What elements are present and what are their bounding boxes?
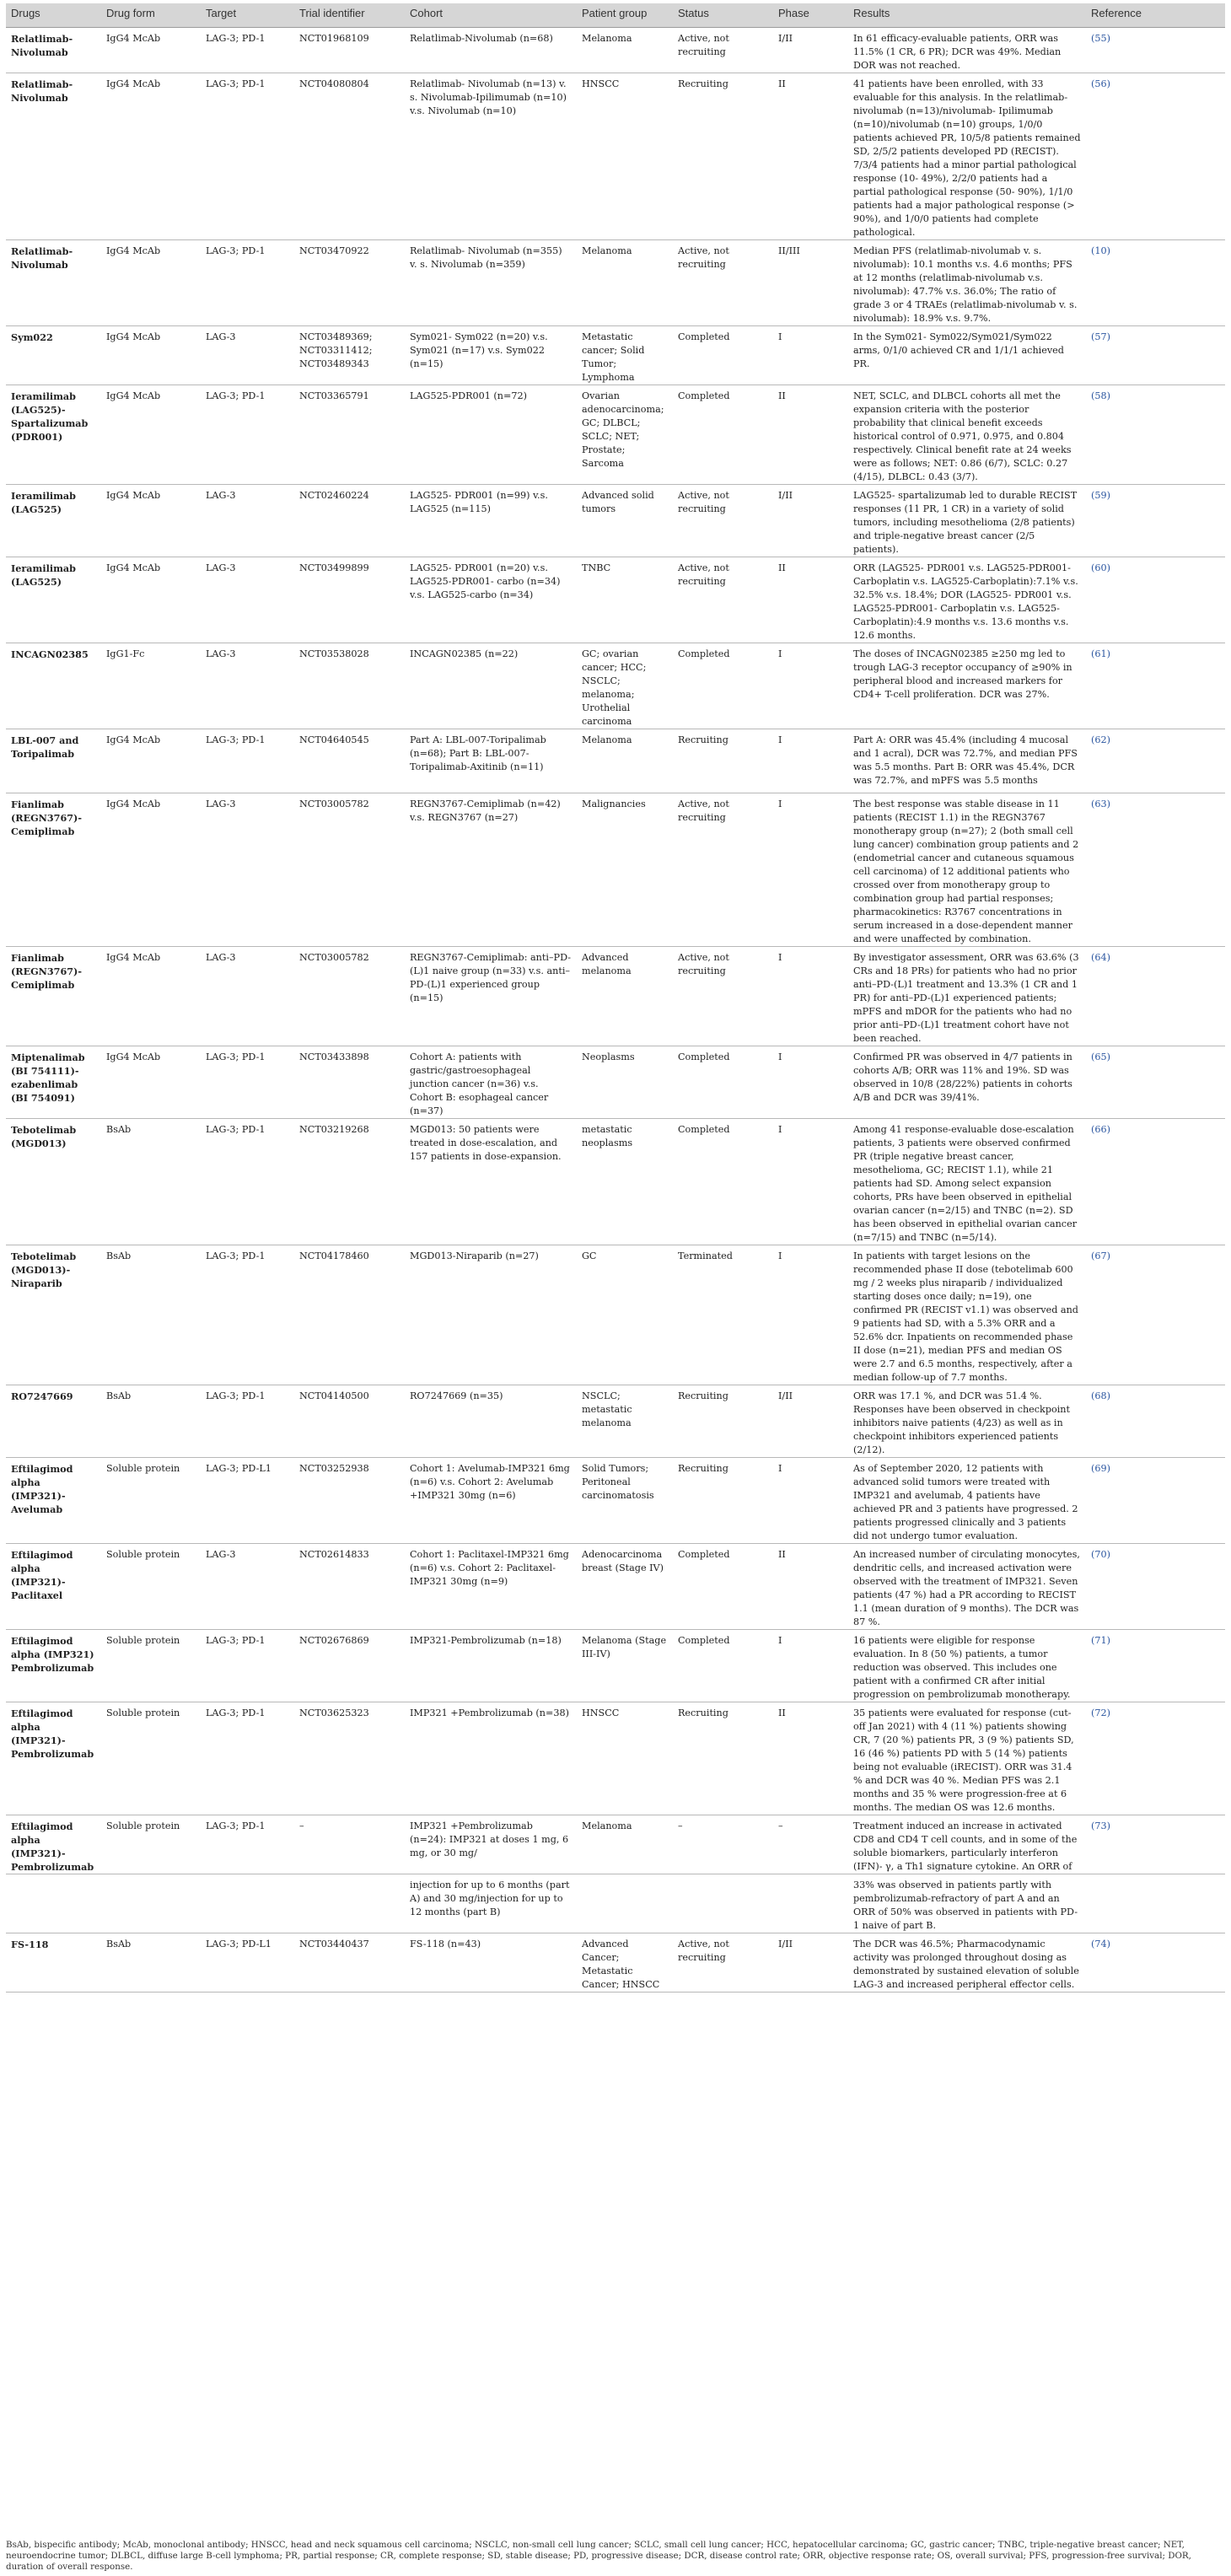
cohort-cell: Part A: LBL-007-Toripalimab (n=68); Part B: LBL-007-Toripalimab-Axitinib (n=11) [405, 729, 577, 793]
reference-link[interactable]: (70) [1086, 1544, 1225, 1630]
cohort-cell: MGD013-Niraparib (n=27) [405, 1245, 577, 1385]
drug-form-cell: IgG4 McAb [101, 729, 201, 793]
results-cell: Confirmed PR was observed in 4/7 patients in cohorts A/B; ORR was 11% and 19%. SD was observed in 10/8 (28/22%) patients in cohorts A/B and DCR was 39/41%. [848, 1046, 1086, 1119]
drug-cell: Eftilagimod alpha (IMP321)-Avelumab [6, 1458, 101, 1544]
drug-form-cell: IgG4 McAb [101, 326, 201, 385]
drug-form-cell: Soluble protein [101, 1630, 201, 1702]
phase-cell: I [773, 1458, 848, 1544]
status-cell: Completed [673, 1630, 773, 1702]
cohort-cell: IMP321 +Pembrolizumab (n=38) [405, 1702, 577, 1815]
table-row [6, 1458, 1225, 1544]
phase-cell: I [773, 793, 848, 947]
drug-cell: Eftilagimod alpha (IMP321)-Paclitaxel [6, 1544, 101, 1630]
status-cell: Active, not recruiting [673, 793, 773, 947]
drug-form-cell: IgG4 McAb [101, 485, 201, 557]
table-row [6, 793, 1225, 947]
target-cell: LAG-3; PD-1 [201, 1815, 294, 1874]
patient-group-cell: Ovarian adenocarcinoma; GC; DLBCL; SCLC; NET; Prostate; Sarcoma [577, 385, 673, 485]
reference-link[interactable]: (74) [1086, 1933, 1225, 1993]
cohort-cell: Cohort 1: Paclitaxel-IMP321 6mg (n=6) v.s. Cohort 2: Paclitaxel-IMP321 30mg (n=9) [405, 1544, 577, 1630]
trial-identifier-cell: – [294, 1815, 405, 1874]
table-row [6, 1046, 1225, 1119]
drug-form-cell: IgG4 McAb [101, 28, 201, 73]
trial-identifier-cell: NCT03440437 [294, 1933, 405, 1993]
header-drugs: Drugs [6, 3, 101, 28]
phase-cell: II [773, 1702, 848, 1815]
reference-link[interactable]: (69) [1086, 1458, 1225, 1544]
patient-group-cell: TNBC [577, 557, 673, 643]
lag3-clinical-trials-table [6, 3, 1225, 1993]
status-cell: Active, not recruiting [673, 240, 773, 326]
drug-form-cell: IgG4 McAb [101, 385, 201, 485]
drug-form-cell: IgG4 McAb [101, 1046, 201, 1119]
results-cell: As of September 2020, 12 patients with advanced solid tumors were treated with IMP321 and avelumab, 4 patients have achieved PR and 3 patients have progressed. 2 patients progressed clinically and 3 patients did not undergo tumor evaluation. [848, 1458, 1086, 1544]
drug-cell: Fianlimab (REGN3767)-Cemiplimab [6, 793, 101, 947]
table-row [6, 1933, 1225, 1993]
drug-cell: RO7247669 [6, 1385, 101, 1458]
trial-identifier-cell: NCT03005782 [294, 947, 405, 1046]
patient-group-cell: Solid Tumors; Peritoneal carcinomatosis [577, 1458, 673, 1544]
target-cell: LAG-3; PD-1 [201, 385, 294, 485]
target-cell: LAG-3 [201, 793, 294, 947]
cohort-cell: IMP321-Pembrolizumab (n=18) [405, 1630, 577, 1702]
results-cell: In the Sym021- Sym022/Sym021/Sym022 arms, 0/1/0 achieved CR and 1/1/1 achieved PR. [848, 326, 1086, 385]
target-cell: LAG-3; PD-1 [201, 73, 294, 240]
results-cell: Part A: ORR was 45.4% (including 4 mucosal and 1 acral), DCR was 72.7%, and median PFS was 5.5 months. Part B: ORR was 45.4%, DCR was 72.7%, and mPFS was 5.5 months [848, 729, 1086, 793]
drug-form-cell: BsAb [101, 1385, 201, 1458]
phase-cell: I/II [773, 485, 848, 557]
cohort-cell: Cohort A: patients with gastric/gastroesophageal junction cancer (n=36) v.s. Cohort B: esophageal cancer (n=37) [405, 1046, 577, 1119]
status-cell: Completed [673, 643, 773, 729]
cohort-cell: LAG525- PDR001 (n=20) v.s. LAG525-PDR001- carbo (n=34) v.s. LAG525-carbo (n=34) [405, 557, 577, 643]
patient-group-cell: Melanoma [577, 28, 673, 73]
reference-link[interactable]: (59) [1086, 485, 1225, 557]
cohort-cell: RO7247669 (n=35) [405, 1385, 577, 1458]
drug-cell: Eftilagimod alpha (IMP321)-Pembrolizumab [6, 1702, 101, 1815]
cohort-cell: Relatlimab- Nivolumab (n=13) v. s. Nivolumab-Ipilimumab (n=10) v.s. Nivolumab (n=10) [405, 73, 577, 240]
target-cell: LAG-3; PD-1 [201, 1046, 294, 1119]
status-cell: Recruiting [673, 73, 773, 240]
status-cell: Completed [673, 1544, 773, 1630]
patient-group-cell: Adenocarcinoma breast (Stage IV) [577, 1544, 673, 1630]
results-cell: Treatment induced an increase in activated CD8 and CD4 T cell counts, and in some of the soluble biomarkers, particularly interferon (IFN)- γ, a Th1 signature cytokine. An ORR of [848, 1815, 1086, 1874]
cohort-cell: Relatlimab-Nivolumab (n=68) [405, 28, 577, 73]
status-cell: Completed [673, 326, 773, 385]
drug-form-cell: BsAb [101, 1933, 201, 1993]
table-row [6, 240, 1225, 326]
status-cell: Completed [673, 385, 773, 485]
table-row [6, 1874, 1225, 1933]
table-row [6, 1630, 1225, 1702]
cohort-cell: Sym021- Sym022 (n=20) v.s. Sym021 (n=17) v.s. Sym022 (n=15) [405, 326, 577, 385]
reference-link[interactable]: (60) [1086, 557, 1225, 643]
table-row [6, 729, 1225, 793]
drug-cell: Miptenalimab (BI 754111)-ezabenlimab (BI 754091) [6, 1046, 101, 1119]
header-status: Status [673, 3, 773, 28]
phase-cell: I/II [773, 1933, 848, 1993]
table-row [6, 28, 1225, 73]
patient-group-cell: HNSCC [577, 73, 673, 240]
drug-form-cell: Soluble protein [101, 1458, 201, 1544]
drug-form-cell: Soluble protein [101, 1544, 201, 1630]
drug-cell: Eftilagimod alpha (IMP321)-Pembrolizumab [6, 1815, 101, 1874]
trial-identifier-cell: NCT03538028 [294, 643, 405, 729]
results-cell: 41 patients have been enrolled, with 33 evaluable for this analysis. In the relatlimab-nivolumab (n=13)/nivolumab- Ipilimumab (n=10)/nivolumab (n=10) groups, 1/0/0 patients achieved PR, 10/5/8 patients remained SD, 2/5/2 patients developed PD (RECIST). 7/3/4 patients had a minor partial pathological response (10- 49%), 2/2/0 patients had a partial pathological response (50- 90%), 1/1/0 patients had a major pathological response (> 90%), and 1/0/0 patients had complete pathological. [848, 73, 1086, 240]
drug-form-cell: IgG4 McAb [101, 240, 201, 326]
table-row [6, 73, 1225, 240]
results-cell: The DCR was 46.5%; Pharmacodynamic activity was prolonged throughout dosing as demonstrated by sustained elevation of soluble LAG-3 and increased peripheral effector cells. [848, 1933, 1086, 1993]
phase-cell: I [773, 729, 848, 793]
table-row [6, 1544, 1225, 1630]
reference-link[interactable]: (61) [1086, 643, 1225, 729]
target-cell: LAG-3 [201, 557, 294, 643]
patient-group-cell: Advanced solid tumors [577, 485, 673, 557]
status-cell: – [673, 1815, 773, 1874]
phase-cell: II/III [773, 240, 848, 326]
table-row [6, 1245, 1225, 1385]
patient-group-cell: Advanced Cancer; Metastatic Cancer; HNSCC [577, 1933, 673, 1993]
patient-group-cell: Melanoma [577, 729, 673, 793]
results-cell: In 61 efficacy-evaluable patients, ORR was 11.5% (1 CR, 6 PR); DCR was 49%. Median DOR was not reached. [848, 28, 1086, 73]
target-cell: LAG-3; PD-1 [201, 1702, 294, 1815]
trial-identifier-cell: NCT03365791 [294, 385, 405, 485]
status-cell: Active, not recruiting [673, 557, 773, 643]
phase-cell: I [773, 1245, 848, 1385]
reference-link[interactable]: (71) [1086, 1630, 1225, 1702]
target-cell: LAG-3 [201, 947, 294, 1046]
table-row [6, 326, 1225, 385]
drug-cell: Relatlimab-Nivolumab [6, 28, 101, 73]
drug-cell [6, 1874, 101, 1933]
table-row [6, 1815, 1225, 1874]
target-cell: LAG-3; PD-1 [201, 240, 294, 326]
status-cell: Recruiting [673, 1385, 773, 1458]
reference-link[interactable]: (62) [1086, 729, 1225, 793]
drug-cell: Ieramilimab (LAG525)-Spartalizumab (PDR001) [6, 385, 101, 485]
drug-form-cell: IgG4 McAb [101, 947, 201, 1046]
results-cell: NET, SCLC, and DLBCL cohorts all met the expansion criteria with the posterior probability that clinical benefit exceeds historical control of 0.971, 0.975, and 0.804 respectively. Clinical benefit rate at 24 weeks were as follows; NET: 0.86 (6/7), SCLC: 0.27 (4/15), DLBCL: 0.43 (3/7). [848, 385, 1086, 485]
reference-link[interactable]: (56) [1086, 73, 1225, 240]
target-cell: LAG-3; PD-1 [201, 729, 294, 793]
trial-identifier-cell: NCT02614833 [294, 1544, 405, 1630]
status-cell: Active, not recruiting [673, 28, 773, 73]
table-row [6, 557, 1225, 643]
patient-group-cell [577, 1874, 673, 1933]
target-cell [201, 1874, 294, 1933]
patient-group-cell: GC; ovarian cancer; HCC; NSCLC; melanoma; Urothelial carcinoma [577, 643, 673, 729]
drug-cell: Tebotelimab (MGD013) [6, 1119, 101, 1245]
status-cell: Recruiting [673, 1458, 773, 1544]
trial-identifier-cell: NCT01968109 [294, 28, 405, 73]
reference-link[interactable]: (73) [1086, 1815, 1225, 1874]
reference-link[interactable]: (58) [1086, 385, 1225, 485]
drug-cell: LBL-007 and Toripalimab [6, 729, 101, 793]
results-cell: An increased number of circulating monocytes, dendritic cells, and increased activation were observed with the treatment of IMP321. Seven patients (47 %) had a PR according to RECIST 1.1 (mean duration of 9 months). The DCR was 87 %. [848, 1544, 1086, 1630]
cohort-cell: MGD013: 50 patients were treated in dose-escalation, and 157 patients in dose-expansion. [405, 1119, 577, 1245]
results-cell: LAG525- spartalizumab led to durable RECIST responses (11 PR, 1 CR) in a variety of solid tumors, including mesothelioma (2/8 patients) and triple-negative breast cancer (2/5 patients). [848, 485, 1086, 557]
cohort-cell: Cohort 1: Avelumab-IMP321 6mg (n=6) v.s. Cohort 2: Avelumab +IMP321 30mg (n=6) [405, 1458, 577, 1544]
trial-identifier-cell: NCT03433898 [294, 1046, 405, 1119]
cohort-cell: injection for up to 6 months (part A) and 30 mg/injection for up to 12 months (part B) [405, 1874, 577, 1933]
phase-cell: I [773, 1630, 848, 1702]
reference-link[interactable]: (57) [1086, 326, 1225, 385]
drug-form-cell: IgG1-Fc [101, 643, 201, 729]
drug-cell: Relatlimab-Nivolumab [6, 73, 101, 240]
target-cell: LAG-3; PD-1 [201, 1119, 294, 1245]
drug-cell: INCAGN02385 [6, 643, 101, 729]
trial-identifier-cell [294, 1874, 405, 1933]
table-row [6, 643, 1225, 729]
results-cell: By investigator assessment, ORR was 63.6% (3 CRs and 18 PRs) for patients who had no prior anti–PD-(L)1 treatment and 13.3% (1 CR and 1 PR) for anti–PD-(L)1 experienced patients; mPFS and mDOR for the patients who had no prior anti–PD-(L)1 treatment cohort have not been reached. [848, 947, 1086, 1046]
trial-identifier-cell: NCT03219268 [294, 1119, 405, 1245]
trial-identifier-cell: NCT02676869 [294, 1630, 405, 1702]
status-cell: Active, not recruiting [673, 947, 773, 1046]
status-cell: Terminated [673, 1245, 773, 1385]
target-cell: LAG-3; PD-1 [201, 1385, 294, 1458]
phase-cell: I [773, 326, 848, 385]
drug-cell: FS-118 [6, 1933, 101, 1993]
cohort-cell: Relatlimab- Nivolumab (n=355) v. s. Nivolumab (n=359) [405, 240, 577, 326]
patient-group-cell: Neoplasms [577, 1046, 673, 1119]
header-patient-group: Patient group [577, 3, 673, 28]
patient-group-cell: metastatic neoplasms [577, 1119, 673, 1245]
table-header-row [6, 3, 1225, 28]
patient-group-cell: GC [577, 1245, 673, 1385]
drug-form-cell: IgG4 McAb [101, 793, 201, 947]
results-cell: ORR (LAG525- PDR001 v.s. LAG525-PDR001- Carboplatin v.s. LAG525-Carboplatin):7.1% v.s. 32.5% v.s. 18.4%; DOR (LAG525- PDR001 v.s. LAG525-PDR001- Carboplatin v.s. LAG525- Carboplatin):4.9 months v.s. 13.6 months v.s. 12.6 months. [848, 557, 1086, 643]
drug-form-cell: IgG4 McAb [101, 73, 201, 240]
drug-form-cell: IgG4 McAb [101, 557, 201, 643]
reference-link[interactable]: (67) [1086, 1245, 1225, 1385]
results-cell: In patients with target lesions on the recommended phase II dose (tebotelimab 600 mg / 2 weeks plus niraparib / individualized starting doses once daily; n=19), one confirmed PR (RECIST v1.1) was observed and 9 patients had SD, with a 5.3% ORR and a 52.6% dcr. Inpatients on recommended phase II dose (n=21), median PFS and median OS were 2.7 and 6.5 months, respectively, after a median follow-up of 7.7 months. [848, 1245, 1086, 1385]
phase-cell: I [773, 947, 848, 1046]
table-row [6, 1119, 1225, 1245]
phase-cell: I [773, 1119, 848, 1245]
phase-cell: I/II [773, 1385, 848, 1458]
cohort-cell: LAG525-PDR001 (n=72) [405, 385, 577, 485]
table-row [6, 947, 1225, 1046]
target-cell: LAG-3; PD-1 [201, 1245, 294, 1385]
patient-group-cell: Metastatic cancer; Solid Tumor; Lymphoma [577, 326, 673, 385]
trial-identifier-cell: NCT04080804 [294, 73, 405, 240]
patient-group-cell: Melanoma [577, 1815, 673, 1874]
drug-cell: Fianlimab (REGN3767)-Cemiplimab [6, 947, 101, 1046]
trial-identifier-cell: NCT03625323 [294, 1702, 405, 1815]
reference-link[interactable]: (55) [1086, 28, 1225, 73]
target-cell: LAG-3; PD-1 [201, 1630, 294, 1702]
trial-identifier-cell: NCT02460224 [294, 485, 405, 557]
phase-cell: II [773, 73, 848, 240]
results-cell: 35 patients were evaluated for response (cut-off Jan 2021) with 4 (11 %) patients showing CR, 7 (20 %) patients PR, 3 (9 %) patients SD, 16 (46 %) patients PD with 5 (14 %) patients being not evaluable (iRECIST). ORR was 31.4 % and DCR was 40 %. Median PFS was 2.1 months and 35 % were progression-free at 6 months. The median OS was 12.6 months. [848, 1702, 1086, 1815]
cohort-cell: REGN3767-Cemiplimab (n=42) v.s. REGN3767 (n=27) [405, 793, 577, 947]
table-row [6, 385, 1225, 485]
status-cell: Completed [673, 1119, 773, 1245]
status-cell: Active, not recruiting [673, 485, 773, 557]
reference-link[interactable]: (68) [1086, 1385, 1225, 1458]
table-row [6, 1702, 1225, 1815]
status-cell: Recruiting [673, 729, 773, 793]
drug-form-cell: Soluble protein [101, 1702, 201, 1815]
status-cell: Completed [673, 1046, 773, 1119]
phase-cell: I [773, 643, 848, 729]
trial-identifier-cell: NCT03499899 [294, 557, 405, 643]
header-reference: Reference [1086, 3, 1225, 28]
drug-cell: Relatlimab-Nivolumab [6, 240, 101, 326]
phase-cell: II [773, 385, 848, 485]
header-trial-identifier: Trial identifier [294, 3, 405, 28]
target-cell: LAG-3; PD-L1 [201, 1458, 294, 1544]
trial-identifier-cell: NCT03489369; NCT03311412; NCT03489343 [294, 326, 405, 385]
reference-link[interactable]: (72) [1086, 1702, 1225, 1815]
results-cell: 33% was observed in patients partly with pembrolizumab-refractory of part A and an ORR of 50% was observed in patients with PD-1 naive of part B. [848, 1874, 1086, 1933]
phase-cell: I [773, 1046, 848, 1119]
target-cell: LAG-3 [201, 1544, 294, 1630]
phase-cell: II [773, 1544, 848, 1630]
cohort-cell: INCAGN02385 (n=22) [405, 643, 577, 729]
results-cell: 16 patients were eligible for response evaluation. In 8 (50 %) patients, a tumor reduction was observed. This includes one patient with a confirmed CR after initial progression on pembrolizumab monotherapy. [848, 1630, 1086, 1702]
reference-link[interactable]: (64) [1086, 947, 1225, 1046]
trial-identifier-cell: NCT03470922 [294, 240, 405, 326]
trial-identifier-cell: NCT03005782 [294, 793, 405, 947]
drug-cell: Eftilagimod alpha (IMP321) Pembrolizumab [6, 1630, 101, 1702]
phase-cell: II [773, 557, 848, 643]
header-cohort: Cohort [405, 3, 577, 28]
target-cell: LAG-3 [201, 326, 294, 385]
target-cell: LAG-3; PD-L1 [201, 1933, 294, 1993]
drug-form-cell: BsAb [101, 1245, 201, 1385]
patient-group-cell: Melanoma (Stage III-IV) [577, 1630, 673, 1702]
target-cell: LAG-3 [201, 485, 294, 557]
drug-form-cell [101, 1874, 201, 1933]
status-cell: Recruiting [673, 1702, 773, 1815]
patient-group-cell: Advanced melanoma [577, 947, 673, 1046]
table-footnote: BsAb, bispecific antibody; McAb, monoclonal antibody; HNSCC, head and neck squamous cell carcinoma; NSCLC, non-small cell lung cancer; SCLC, small cell lung cancer; HCC, hepatocellular carcinoma; GC, gastric cancer; TNBC, triple-negative breast cancer; NET, neuroendocrine tumor; DLBCL, diffuse large B-cell lymphoma; PR, partial response; CR, complete response; SD, stable disease; PD, progressive disease; DCR, disease control rate; ORR, objective response rate; OS, overall survival; PFS, progression-free survival; DOR, duration of overall response. [6, 2540, 1191, 2572]
header-results: Results [848, 3, 1086, 28]
results-cell: Median PFS (relatlimab-nivolumab v. s. nivolumab): 10.1 months v.s. 4.6 months; PFS at 12 months (relatlimab-nivolumab v.s. nivolumab): 47.7% v.s. 36.0%; The ratio of grade 3 or 4 TRAEs (relatlimab-nivolumab v. s. nivolumab): 18.9% v.s. 9.7%. [848, 240, 1086, 326]
phase-cell: I/II [773, 28, 848, 73]
table-row [6, 485, 1225, 557]
trial-identifier-cell: NCT04640545 [294, 729, 405, 793]
patient-group-cell: NSCLC; metastatic melanoma [577, 1385, 673, 1458]
status-cell [673, 1874, 773, 1933]
cohort-cell: LAG525- PDR001 (n=99) v.s. LAG525 (n=115) [405, 485, 577, 557]
table-row [6, 1385, 1225, 1458]
results-cell: Among 41 response-evaluable dose-escalation patients, 3 patients were observed confirmed PR (triple negative breast cancer, mesothelioma, GC; RECIST 1.1), while 21 patients had SD. Among select expansion cohorts, PRs have been observed in epithelial ovarian cancer (n=2/15) and TNBC (n=2). SD has been observed in epithelial ovarian cancer (n=7/15) and TNBC (n=5/14). [848, 1119, 1086, 1245]
patient-group-cell: Malignancies [577, 793, 673, 947]
cohort-cell: FS-118 (n=43) [405, 1933, 577, 1993]
trial-identifier-cell: NCT04178460 [294, 1245, 405, 1385]
phase-cell: – [773, 1815, 848, 1874]
reference-link[interactable]: (65) [1086, 1046, 1225, 1119]
reference-link[interactable]: (66) [1086, 1119, 1225, 1245]
target-cell: LAG-3; PD-1 [201, 28, 294, 73]
table-body [6, 28, 1225, 1993]
cohort-cell: REGN3767-Cemiplimab: anti–PD-(L)1 naive group (n=33) v.s. anti–PD-(L)1 experienced group (n=15) [405, 947, 577, 1046]
reference-link[interactable]: (10) [1086, 240, 1225, 326]
drug-form-cell: Soluble protein [101, 1815, 201, 1874]
results-cell: ORR was 17.1 %, and DCR was 51.4 %. Responses have been observed in checkpoint inhibitors naive patients (4/23) as well as in checkpoint inhibitors experienced patients (2/12). [848, 1385, 1086, 1458]
drug-cell: Ieramilimab (LAG525) [6, 557, 101, 643]
reference-link[interactable] [1086, 1874, 1225, 1933]
header-phase: Phase [773, 3, 848, 28]
header-target: Target [201, 3, 294, 28]
phase-cell [773, 1874, 848, 1933]
trial-identifier-cell: NCT04140500 [294, 1385, 405, 1458]
reference-link[interactable]: (63) [1086, 793, 1225, 947]
status-cell: Active, not recruiting [673, 1933, 773, 1993]
drug-form-cell: BsAb [101, 1119, 201, 1245]
drug-cell: Ieramilimab (LAG525) [6, 485, 101, 557]
drug-cell: Tebotelimab (MGD013)-Niraparib [6, 1245, 101, 1385]
results-cell: The doses of INCAGN02385 ≥250 mg led to trough LAG-3 receptor occupancy of ≥90% in peripheral blood and increased markers for CD4+ T-cell proliferation. DCR was 27%. [848, 643, 1086, 729]
trial-identifier-cell: NCT03252938 [294, 1458, 405, 1544]
cohort-cell: IMP321 +Pembrolizumab (n=24): IMP321 at doses 1 mg, 6 mg, or 30 mg/ [405, 1815, 577, 1874]
target-cell: LAG-3 [201, 643, 294, 729]
patient-group-cell: Melanoma [577, 240, 673, 326]
patient-group-cell: HNSCC [577, 1702, 673, 1815]
drug-cell: Sym022 [6, 326, 101, 385]
results-cell: The best response was stable disease in 11 patients (RECIST 1.1) in the REGN3767 monotherapy group (n=27); 2 (both small cell lung cancer) combination group patients and 2 (endometrial cancer and cutaneous squamous cell carcinoma) of 12 additional patients who crossed over from monotherapy group to combination group had partial responses; pharmacokinetics: R3767 concentrations in serum increased in a dose-dependent manner and were unaffected by combination. [848, 793, 1086, 947]
header-drug-form: Drug form [101, 3, 201, 28]
